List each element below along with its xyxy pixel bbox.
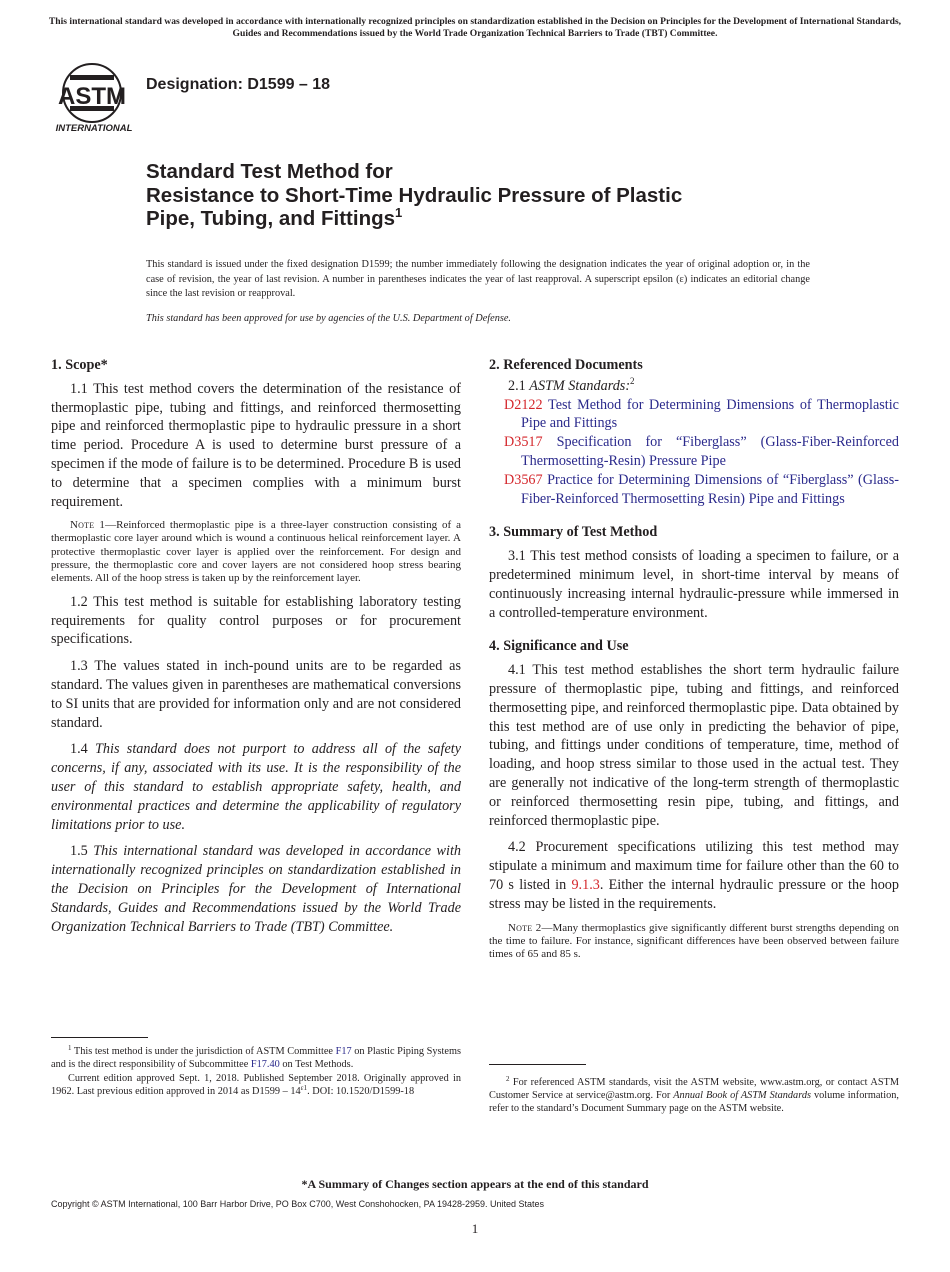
edition-info: Current edition approved Sept. 1, 2018. Published September 2018. Originally approved in 1962. Last previous edition approved in 2014 as D1599 – 14	[51, 1073, 461, 1098]
paragraph-1-2: 1.2 This test method is suitable for establishing laboratory testing requirements for quality control purposes or for procurement specifications.	[51, 593, 461, 648]
reference-title[interactable]: Test Method for Determining Dimensions of Thermoplastic Pipe and Fittings	[521, 396, 899, 432]
astm-standards-subheading	[489, 377, 899, 396]
paragraph-1-1: 1.1 This test method covers the determination of the resistance of thermoplastic pipe, tubing and fittings, and reinforced thermosetting pipe and reinforced thermoplastic pipe to hydraulic pressure in a short time period. Procedure A is used to determine burst pressure of a specimen if the mode of failure is to be determined. Procedure B is used to determine that a specimen complies with a minimum burst requirement.	[51, 380, 461, 510]
reference-code[interactable]: D2122	[504, 396, 543, 413]
footnote-1-mark: 1	[68, 1044, 72, 1052]
astm-standards-label: ASTM Standards:	[529, 377, 631, 394]
paragraph-4-2-text-a: 4.2 Procurement specifications utilizing this test method may stipulate a minimum and maximum time for failure other than the 60 to 70 s listed in	[489, 839, 899, 893]
title-line-3: Pipe, Tubing, and Fittings	[146, 207, 396, 230]
astm-standards-number: 2.1	[508, 377, 530, 394]
title-footnote-mark: 1	[395, 205, 403, 220]
footnote-divider-right	[489, 1064, 586, 1065]
issuance-notice: This standard is issued under the fixed designation D1599; the number immediately following the designation indicates the year of original adoption or, in the case of revision, the year of last revision. A number in parentheses indicates the year of last reapproval. A superscript epsilon (ε) indicates an editorial change since the last revision or reapproval.	[146, 259, 810, 299]
paragraph-1-5-number: 1.5	[70, 843, 94, 860]
paragraph-4-1: 4.1 This test method establishes the short term hydraulic failure pressure of thermoplastic pipe, tubing and fittings, and reinforced thermosetting pipe, and reinforced thermoplastic pipe. Data obtained by this test method are of use only in predicting the behavior of pipe, tubing, and fittings under conditions of temperature, time, method of loading, and hoop stress similar to those used in the actual test. They are generally not indicative of the long-term strength of thermoplastic or reinforced thermosetting resin pipe, tubing, and fittings, and reinforced thermoplastic pipe.	[489, 662, 899, 829]
document-title	[146, 160, 846, 231]
designation: Designation: D1599 – 18	[146, 76, 331, 93]
logo-letters: ASTM	[58, 83, 126, 110]
page-number: 1	[471, 1221, 479, 1236]
section-9-1-3-link[interactable]: 9.1.3	[571, 876, 600, 893]
paragraph-1-4	[51, 740, 461, 834]
footnote-1	[51, 1045, 461, 1099]
note-2	[489, 922, 899, 961]
left-column	[51, 356, 461, 944]
section-heading-scope: 1. Scope*	[51, 357, 108, 373]
reference-d2122[interactable]	[489, 396, 899, 434]
note-1-text: —Reinforced thermoplastic pipe is a three-layer construction consisting of a thermoplastic core layer around which is wound a continuous helical reinforcement layer. A protective thermoplastic cover layer is applied over the reinforcement. For design and pressure, the thermoplastic core and cover layers are not considered hoop stress bearing elements. All of the hoop stress is taken up by the reinforcement layer.	[51, 519, 461, 584]
reference-d3567[interactable]	[489, 471, 899, 509]
subcommittee-f17-40-link[interactable]: F17.40	[250, 1059, 280, 1071]
note-1	[51, 519, 461, 584]
footnote-1-text-a: This test method is under the jurisdiction of ASTM Committee	[71, 1046, 336, 1057]
paragraph-1-4-text: This standard does not purport to address all of the safety concerns, if any, associated with its use. It is the responsibility of the user of this standard to establish appropriate safety, health, and environmental practices and determine the applicability of regulatory limitations prior to use.	[51, 741, 461, 833]
paragraph-4-2-text-b: . Either the internal hydraulic pressure or the hoop stress may be listed in the requirements.	[489, 876, 899, 912]
copyright: Copyright © ASTM International, 100 Barr Harbor Drive, PO Box C700, West Conshohocken, PA 19428-2959. United States	[51, 1199, 545, 1209]
footnote-1-text-c: on Test Methods.	[279, 1059, 354, 1071]
paragraph-1-5	[51, 842, 461, 936]
section-heading-referenced-documents: 2. Referenced Documents	[489, 357, 643, 373]
note-2-text: —Many thermoplastics give significantly different burst strengths depending on the time to failure. For instance, significant differences have been observed between failure times of 65 and 85 s.	[489, 921, 899, 960]
section-heading-significance: 4. Significance and Use	[489, 638, 629, 655]
reference-title[interactable]: Practice for Determining Dimensions of “Fiberglass” (Glass-Fiber-Reinforced Thermosetting Resin) Pipe and Fittings	[521, 471, 900, 507]
footnote-2-mark: 2	[506, 1075, 510, 1083]
summary-of-changes-note: *A Summary of Changes section appears at the end of this standard	[301, 1177, 649, 1191]
footnote-2-text-b: volume information, refer to the standard’s Document Summary page on the ASTM website.	[489, 1090, 899, 1115]
title-line-1: Standard Test Method for	[146, 160, 393, 183]
reference-d3517[interactable]	[489, 433, 899, 471]
tbt-banner: This international standard was developed in accordance with internationally recognized principles on standardization established in the Decision on Principles for the Development of International Standards, Guides and Recommendations issued by the World Trade Organization Technical Barriers to Trade (TBT) Committee.	[48, 16, 902, 39]
note-1-label: Note 1	[70, 519, 106, 532]
section-heading-summary: 3. Summary of Test Method	[489, 524, 658, 541]
paragraph-1-5-text: This international standard was developed in accordance with internationally recognized principles on standardization established in the Decision on Principles for the Development of International Standards, Guides and Recommendations issued by the World Trade Organization Technical Barriers to Trade (TBT) Committee.	[51, 843, 461, 935]
annual-book-title: Annual Book of ASTM Standards	[673, 1090, 811, 1102]
astm-standards-footnote-mark: 2	[630, 375, 635, 386]
right-column	[489, 356, 899, 969]
footnote-1-text-b: on Plastic Piping Systems and is the direct responsibility of Subcommittee	[51, 1046, 462, 1071]
doi-text: . DOI: 10.1520/D1599-18	[307, 1086, 415, 1098]
paragraph-1-3: 1.3 The values stated in inch-pound units are to be regarded as standard. The values given in parentheses are mathematical conversions to SI units that are provided for information only and are not considered standard.	[51, 658, 461, 731]
paragraph-3-1: 3.1 This test method consists of loading a specimen to failure, or a predetermined minimum level, in short-time interval by means of continuously increasing internal hydraulic-pressure while immersed in a controlled-temperature environment.	[489, 548, 899, 621]
astm-logo	[52, 57, 136, 135]
footnote-divider-left	[51, 1037, 148, 1038]
reference-title[interactable]: Specification for “Fiberglass” (Glass-Fiber-Reinforced Thermosetting-Resin) Pressure Pipe	[521, 434, 899, 469]
note-2-label: Note 2	[508, 921, 542, 934]
paragraph-1-4-number: 1.4	[70, 741, 96, 758]
footnote-2	[489, 1076, 899, 1116]
paragraph-4-2	[489, 838, 899, 913]
dod-approval-notice: This standard has been approved for use by agencies of the U.S. Department of Defense.	[146, 313, 512, 324]
footnote-2-text-a: For referenced ASTM standards, visit the ASTM website, www.astm.org, or contact ASTM Customer Service at service@astm.org. For	[489, 1077, 899, 1102]
logo-subtext: INTERNATIONAL	[55, 123, 133, 134]
title-line-2: Resistance to Short-Time Hydraulic Pressure of Plastic	[146, 183, 683, 207]
epsilon-mark: ε1	[300, 1084, 308, 1093]
reference-code[interactable]: D3567	[504, 471, 543, 488]
reference-code[interactable]: D3517	[504, 434, 543, 451]
committee-f17-link[interactable]: F17	[335, 1046, 352, 1057]
